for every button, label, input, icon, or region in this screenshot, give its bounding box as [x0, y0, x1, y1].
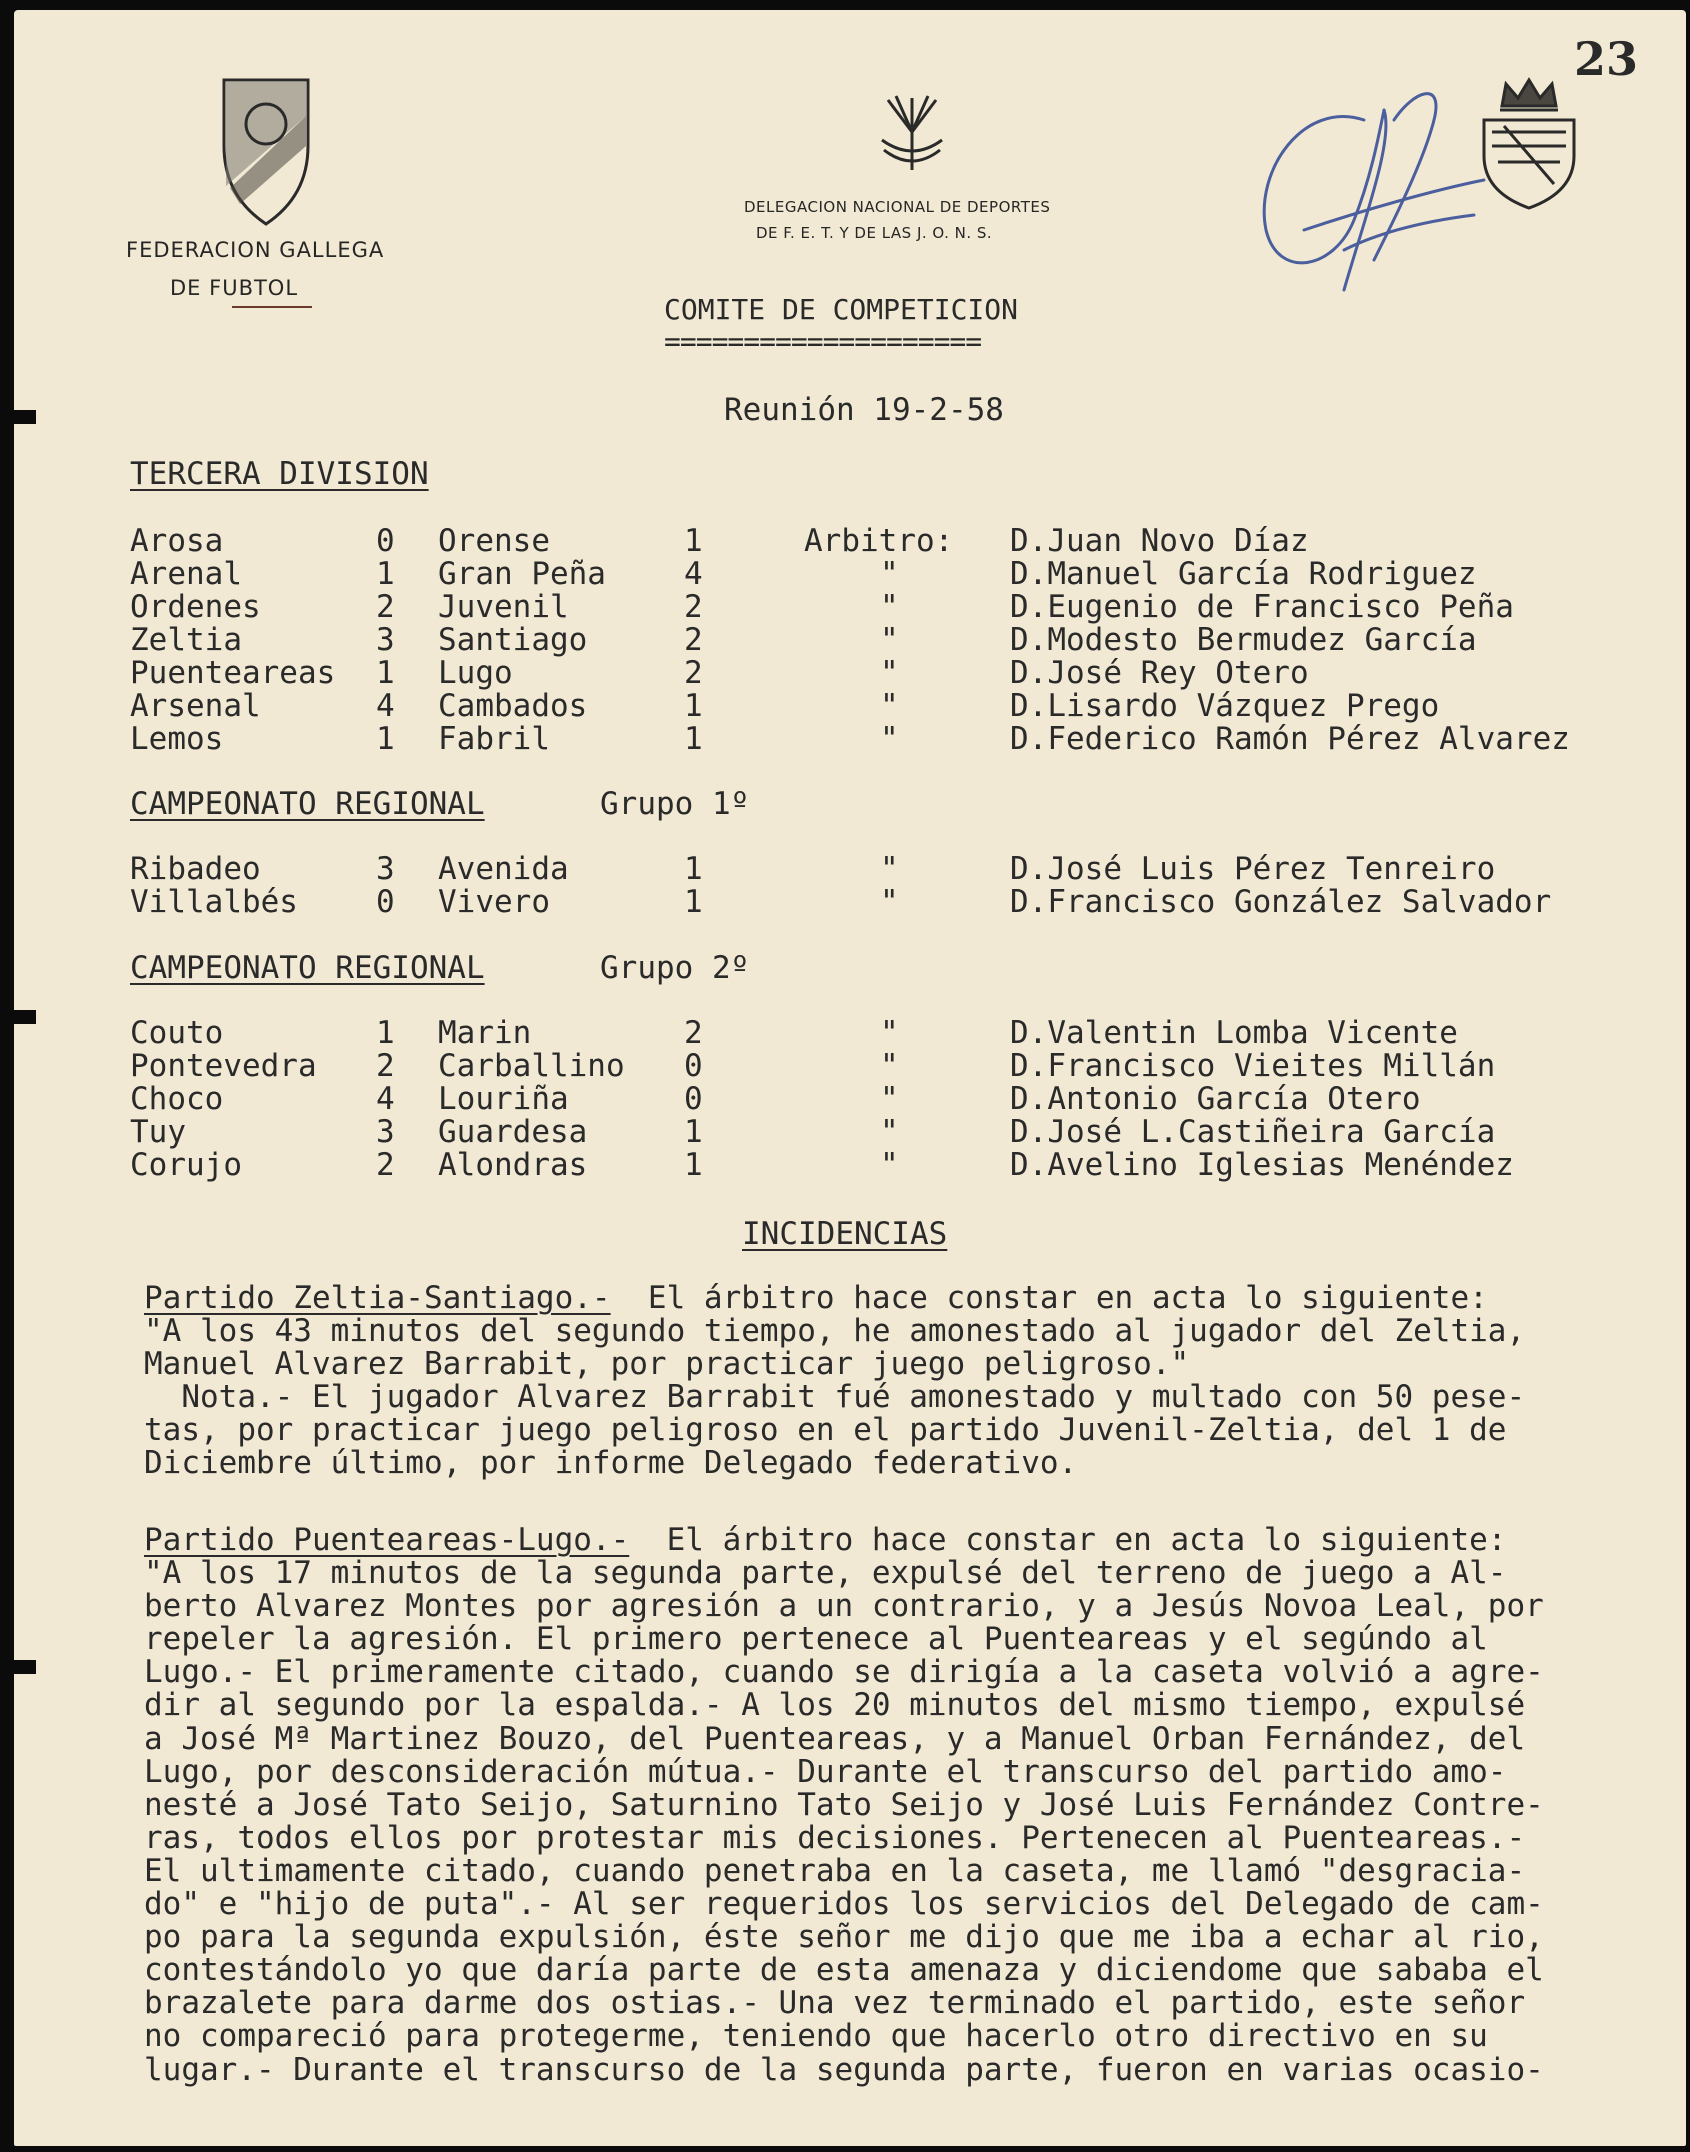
incident-paragraph-puenteareas-lugo — [144, 1524, 1684, 2087]
page-number: 23 — [1574, 32, 1639, 86]
incident-body: El árbitro hace constar en acta lo siguiente: "A los 43 minutos del segundo tiempo, he amonestado al jugador del Zeltia, Manuel Alvarez Barrabit, por practicar juego peligroso." Nota.- El jugador Alvarez Barrabit fué amonestado y multado con 50 pese- tas, por practicar juego peligroso en el partido Juvenil-Zeltia, del 1 de Diciembre último, por informe Delegado federativo. — [144, 1280, 1526, 1482]
edge-notch — [14, 1010, 36, 1024]
incident-body: El árbitro hace constar en acta lo siguiente: "A los 17 minutos de la segunda parte, expulsé del terreno de juego a Al- berto Alvarez Montes por agresión a un contrario, y a Jesús Novoa Leal, por repeler la agresión. El primero pertenece al Puenteareas y el segúndo al Lugo.- El primeramente citado, cuando se dirigía a la caseta volvió a agre- dir al segundo por la espalda.- A los 20 minutos del mismo tiempo, expulsé a José Mª Martinez Bouzo, del Puenteareas, y a Manuel Orban Fernández, del Lugo, por desconsideración mútua.- Durante el transcurso del partido amo- nesté a José Tato Seijo, Saturnino Tato Seijo y José Luis Fernández Contre- ras, todos ellos por protestar mis decisiones. Pertenecen al Puenteareas.- El ultimamente citado, cuando penetraba en la caseta, me llamó "desgracia- do" e "hijo de puta".- Al ser requeridos los servicios del Delegado de cam- po para la segunda expulsión, éste señor me dijo que me iba a echar al rio, contestándolo yo que daría parte de esta amenaza y diciendome que sababa el brazalete para darme dos ostias.- Una vez terminado el partido, este señor no compareció para protegerme, teniendo que hacerlo otro directivo en su lugar.- Durante el transcurso de la segunda parte, fueron en varias ocasio- — [144, 1522, 1544, 2088]
delegation-line2: DE F. E. T. Y DE LAS J. O. N. S. — [756, 224, 993, 242]
incidencias-title: INCIDENCIAS — [742, 1216, 948, 1252]
document-page: 23 FEDERACION GALLEGA DE FUBTOL DELEGACION NACIONAL DE DEPORTES DE F. E. T. Y DE LAS J. O. N. S. COMITE DE COMPETICION ==================== Reunión 19-2-58 TERCERA DIVISION Arosa 0 Orense 1 Arbitro: D.Juan Novo Díaz Arenal 1 Gran Peña 4 " D.Manuel García Rodriguez Ordenes 2 Juvenil 2 " D.Eugenio de Francisco Peña Zeltia 3 Santiago 2 " D.Modesto Bermudez García Puenteareas 1 Lugo 2 " D.José Rey Otero Arsenal 4 Cambados 1 " D.Lisardo Vázquez Prego Lemos 1 Fabril 1 " D.Federico Ramón Pérez Alvarez CAMPEONATO REGIONAL Grupo 1º Ribadeo 3 Avenida 1 " D.José Luis Pérez Tenreiro Villalbés 0 Vivero 1 " D.Francisco González Salvador CAMPEONATO REGIONAL Grupo 2º Couto 1 Marin 2 " D.Valentin Lomba Vicente Pontevedra 2 Carballino 0 " D.Francisco Vieites Millán Choco 4 Louriña 0 " D.Antonio García Otero Tuy 3 Guardesa 1 " D.José L.Castiñeira García Corujo 2 Alondras 1 " D.Avelino Iglesias Menéndez INCIDENCIAS Partido Zeltia-Santiago.- El árbitro hace constar en acta lo siguiente: "A los 43 minutos del segundo tiempo, he amonestado al jugador del Zeltia, Manuel Alvarez Barrabit, por practicar juego peligroso." Nota.- El jugador Alvarez Barrabit fué amonestado y multado con 50 pese- tas, por practicar juego peligroso en el partido Juvenil-Zeltia, del 1 de Diciembre último, por informe Delegado federativo. Partido Puenteareas-Lugo.- El árbitro hace constar en acta lo siguiente: "A los 17 minutos de la segunda parte, expulsé del terreno de juego a Al- berto Alvarez Montes por agresión a un contrario, y a Jesús Novoa Leal, por repeler la agresión. El primero pertenece al Puenteareas y el segúndo al Lugo.- El primeramente citado, cuando se dirigía a la caseta volvió a agre- dir al segundo por la espalda.- A los 20 minutos del mismo tiempo, expulsé a José Mª Martinez Bouzo, del Puenteareas, y a Manuel Orban Fernández, del Lugo, por desconsideración mútua.- Durante el transcurso del partido amo- nesté a José Tato Seijo, Saturnino Tato Seijo y José Luis Fernández Contre- ras, todos ellos por protestar mis decisiones. Pertenecen al Puenteareas.- El ultimamente citado, cuando penetraba en la caseta, me llamó "desgracia- do" e "hijo de puta".- Al ser requeridos los servicios del Delegado de cam- po para la segunda expulsión, éste señor me dijo que me iba a echar al rio, contestándolo yo que daría parte de esta amenaza y diciendome que sababa el brazalete para darme dos ostias.- Una vez terminado el partido, este señor no compareció para protegerme, teniendo que hacerlo otro directivo en su lugar.- Durante el transcurso de la segunda parte, fueron en varias ocasio- — [14, 10, 1686, 2146]
yoke-arrows-emblem-icon — [874, 92, 950, 176]
federation-name-line1: FEDERACION GALLEGA — [126, 238, 385, 262]
section-group-g2: Grupo 2º — [600, 950, 750, 986]
signature-icon — [1244, 80, 1494, 310]
red-underline-mark — [232, 306, 312, 308]
incident-heading: Partido Zeltia-Santiago.- — [144, 1280, 611, 1316]
section-title-tercera-division: TERCERA DIVISION — [130, 456, 429, 492]
committee-rule: ==================== — [664, 325, 982, 358]
edge-notch — [14, 1660, 36, 1674]
section-title-regional-g1: CAMPEONATO REGIONAL — [130, 786, 485, 822]
incident-heading: Partido Puenteareas-Lugo.- — [144, 1522, 630, 1558]
crowned-crest-icon — [1474, 76, 1584, 212]
section-group-g1: Grupo 1º — [600, 786, 750, 822]
meeting-date: Reunión 19-2-58 — [724, 392, 1004, 428]
federation-crest-icon — [220, 76, 312, 228]
federation-name-line2: DE FUBTOL — [170, 276, 299, 300]
section-title-regional-g2: CAMPEONATO REGIONAL — [130, 950, 485, 986]
committee-title: COMITE DE COMPETICION — [664, 293, 1019, 326]
incident-paragraph-zeltia-santiago — [144, 1282, 1684, 1481]
delegation-line1: DELEGACION NACIONAL DE DEPORTES — [744, 198, 1051, 216]
edge-notch — [14, 410, 36, 424]
